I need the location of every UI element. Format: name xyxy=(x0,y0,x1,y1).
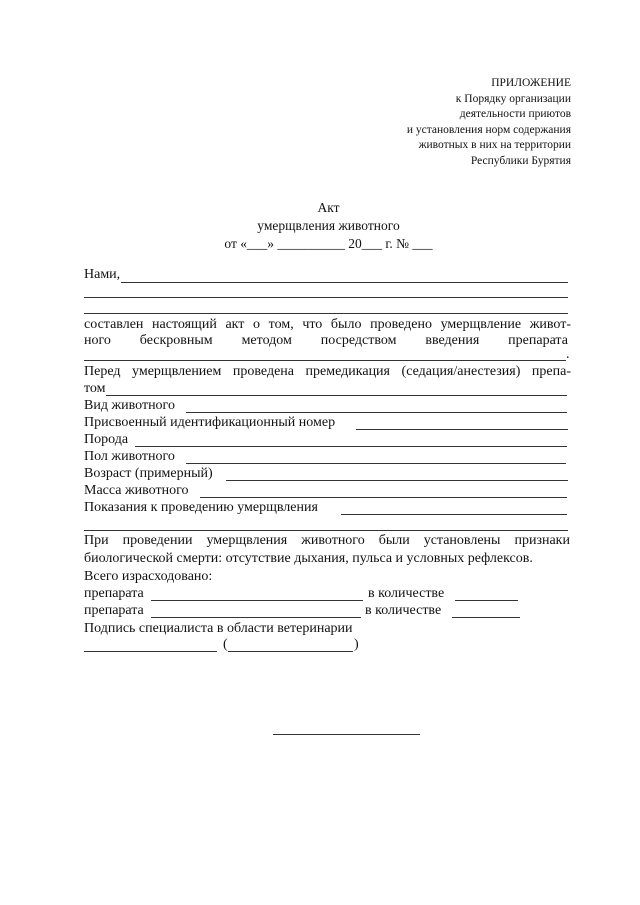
doc-title: Акт xyxy=(317,200,340,215)
total-used-label: Всего израсходовано: xyxy=(84,569,213,584)
species-field-line[interactable] xyxy=(186,412,567,413)
composed-text-line1: составлен настоящий акт о том, что было проведено умерщвление живот- xyxy=(84,317,571,332)
word: умерщвления xyxy=(206,533,288,548)
death-signs-line2: биологической смерти: отсутствие дыхания, пульса и условных рефлексов. xyxy=(84,551,533,566)
doc-date-number-line: от «___» __________ 20___ г. № ___ xyxy=(224,236,433,251)
word: признаки xyxy=(514,533,570,548)
signature-label: Подпись специалиста в области ветеринарии xyxy=(84,621,353,636)
word: животного xyxy=(301,533,365,548)
indications-field-line[interactable] xyxy=(341,514,567,515)
weight-label: Масса животного xyxy=(84,483,189,498)
period: . xyxy=(566,347,570,362)
word: препарата xyxy=(508,333,568,348)
quantity-2-label: в количестве xyxy=(365,603,442,618)
appendix-line: к Порядку организации xyxy=(455,92,571,105)
drug-2-label: препарата xyxy=(84,603,144,618)
doc-subtitle: умерщвления животного xyxy=(257,218,400,233)
drug-1-field-line[interactable] xyxy=(151,600,363,601)
drug-2-field-line[interactable] xyxy=(151,617,361,618)
appendix-line: животных в них на территории xyxy=(418,139,571,152)
weight-field-line[interactable] xyxy=(200,497,567,498)
premed-text-line1: Перед умерщвлением проведена премедикация (седация/анестезия) препа- xyxy=(84,364,571,379)
quantity-1-label: в количестве xyxy=(368,586,445,601)
breed-label: Порода xyxy=(84,432,129,447)
fill-line xyxy=(121,282,568,283)
appendix-line: и установления норм содержания xyxy=(406,123,571,136)
signature-open-paren: ( xyxy=(223,637,228,652)
age-label: Возраст (примерный) xyxy=(84,466,213,481)
fill-line xyxy=(106,395,567,396)
fill-line xyxy=(84,313,568,314)
id-number-label: Присвоенный идентификационный номер xyxy=(84,415,336,430)
composed-text-line2 xyxy=(84,333,568,349)
word: ного xyxy=(84,333,111,348)
signature-close-paren: ) xyxy=(354,637,359,652)
signature-name-field-line[interactable] xyxy=(228,651,353,652)
appendix-block xyxy=(407,76,571,170)
fill-line xyxy=(84,360,566,361)
sex-label: Пол животного xyxy=(84,449,175,464)
sex-field-line[interactable] xyxy=(186,463,566,464)
appendix-line: Республики Бурятия xyxy=(470,154,571,167)
word: посредством xyxy=(320,333,397,348)
age-field-line[interactable] xyxy=(226,480,568,481)
by-us-label: Нами, xyxy=(84,267,121,282)
word: При xyxy=(84,533,109,548)
fill-line xyxy=(84,530,568,531)
quantity-2-field-line[interactable] xyxy=(452,617,520,618)
word: были xyxy=(378,533,410,548)
word: бескровным xyxy=(139,333,213,348)
closing-rule xyxy=(273,734,420,735)
signature-field-line[interactable] xyxy=(84,651,217,652)
indications-label: Показания к проведению умерщвления xyxy=(84,500,318,515)
appendix-line: деятельности приютов xyxy=(459,108,571,121)
word: методом xyxy=(241,333,292,348)
appendix-line: ПРИЛОЖЕНИЕ xyxy=(491,77,571,89)
species-label: Вид животного xyxy=(84,398,175,413)
drug-1-label: препарата xyxy=(84,586,144,601)
quantity-1-field-line[interactable] xyxy=(455,600,518,601)
death-signs-line1 xyxy=(84,533,570,549)
id-number-field-line[interactable] xyxy=(356,429,568,430)
premed-text-line2: том xyxy=(84,381,106,396)
breed-field-line[interactable] xyxy=(135,446,567,447)
word: введения xyxy=(425,333,480,348)
word: установлены xyxy=(423,533,501,548)
word: проведении xyxy=(122,533,193,548)
fill-line xyxy=(84,297,568,298)
